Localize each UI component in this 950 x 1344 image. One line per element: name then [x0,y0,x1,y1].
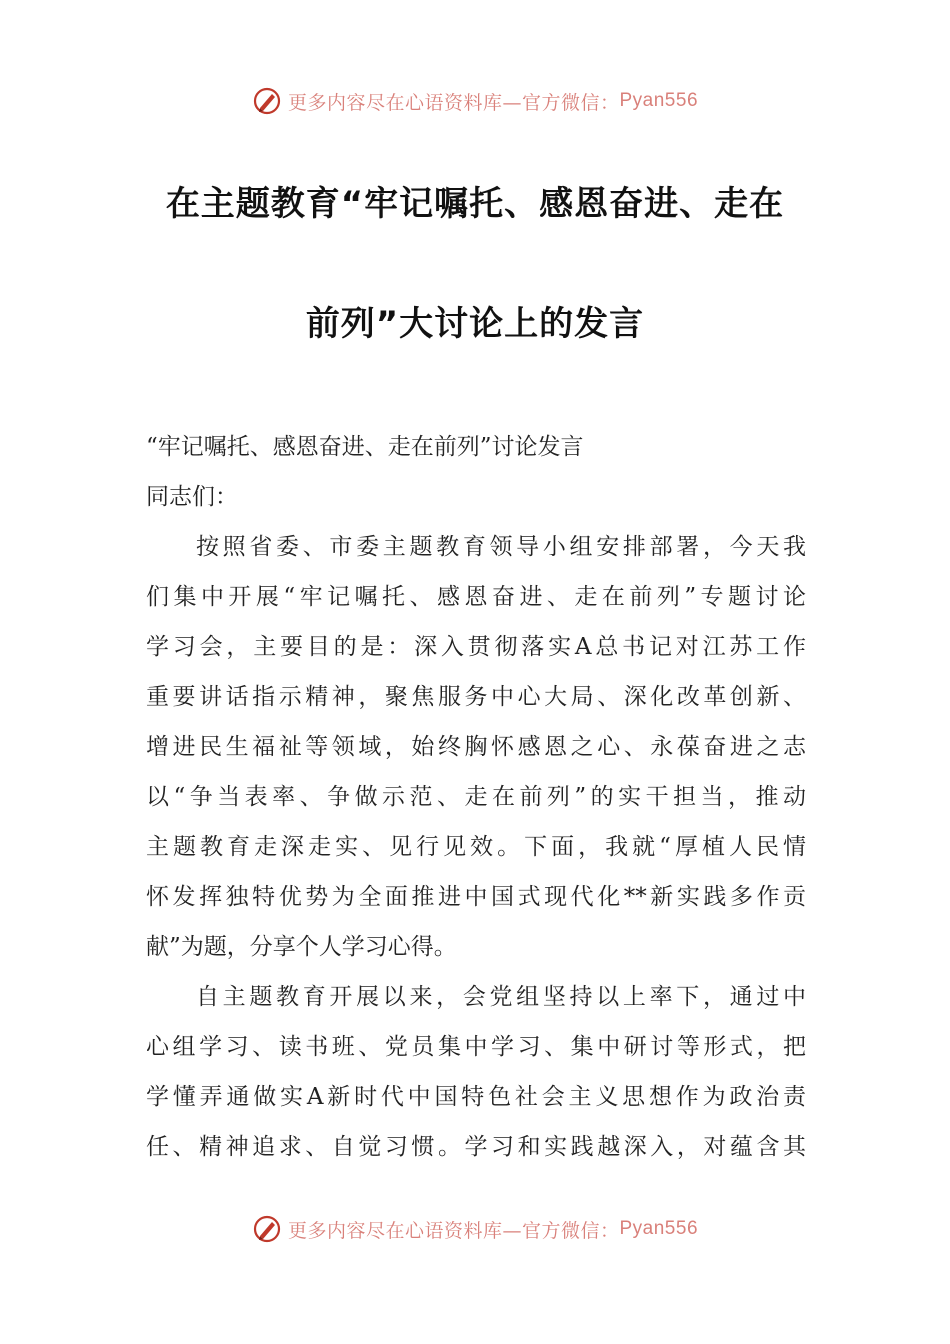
paragraph-line: 献”为题，分享个人学习心得。 [146,934,457,960]
paragraph-line: 任、精神追求、自觉习惯。学习和实践越深入，对蕴含其 [146,1134,806,1160]
paragraph-line: 们集中开展“牢记嘱托、感恩奋进、走在前列”专题讨论 [146,584,806,610]
paragraph-line: 学懂弄通做实A新时代中国特色社会主义思想作为政治责 [146,1084,806,1110]
paragraph-line: 重要讲话指示精神，聚焦服务中心大局、深化改革创新、 [146,684,806,710]
paragraph-line: 心组学习、读书班、党员集中学习、集中研讨等形式，把 [146,1034,806,1060]
watermark-wechat-id: Pyan556 [619,1218,699,1239]
document-title-line-2: 前列”大讨论上的发言 [305,304,645,344]
paragraph-line: 主题教育走深走实、见行见效。下面，我就“厚植人民情 [146,834,806,860]
paragraph-line: 按照省委、市委主题教育领导小组安排部署，今天我 [196,534,806,560]
subtitle-line: “牢记嘱托、感恩奋进、走在前列”讨论发言 [146,434,584,460]
salutation-line: 同志们： [146,484,238,510]
watermark-footer [0,1214,950,1244]
paragraph-line: 增进民生福祉等领域，始终胸怀感恩之心、永葆奋进之志 [146,734,806,760]
paragraph-line: 自主题教育开展以来，会党组坚持以上率下，通过中 [196,984,806,1010]
paragraph-line: 怀发挥独特优势为全面推进中国式现代化**新实践多作贡 [146,884,806,910]
watermark-header [0,86,950,116]
paragraph-line: 以“争当表率、争做示范、走在前列”的实干担当，推动 [146,784,806,810]
watermark-prefix: 更多内容尽在心语资料库—官方微信： [287,1219,620,1242]
watermark-wechat-id: Pyan556 [619,90,699,111]
paragraph-line: 学习会，主要目的是：深入贯彻落实A总书记对江苏工作 [146,634,806,660]
document-title-line-1: 在主题教育“牢记嘱托、感恩奋进、走在 [165,184,785,224]
document-body [146,422,806,1172]
pen-circle-icon [252,1214,282,1244]
watermark-prefix: 更多内容尽在心语资料库—官方微信： [287,91,620,114]
pen-circle-icon [252,86,282,116]
